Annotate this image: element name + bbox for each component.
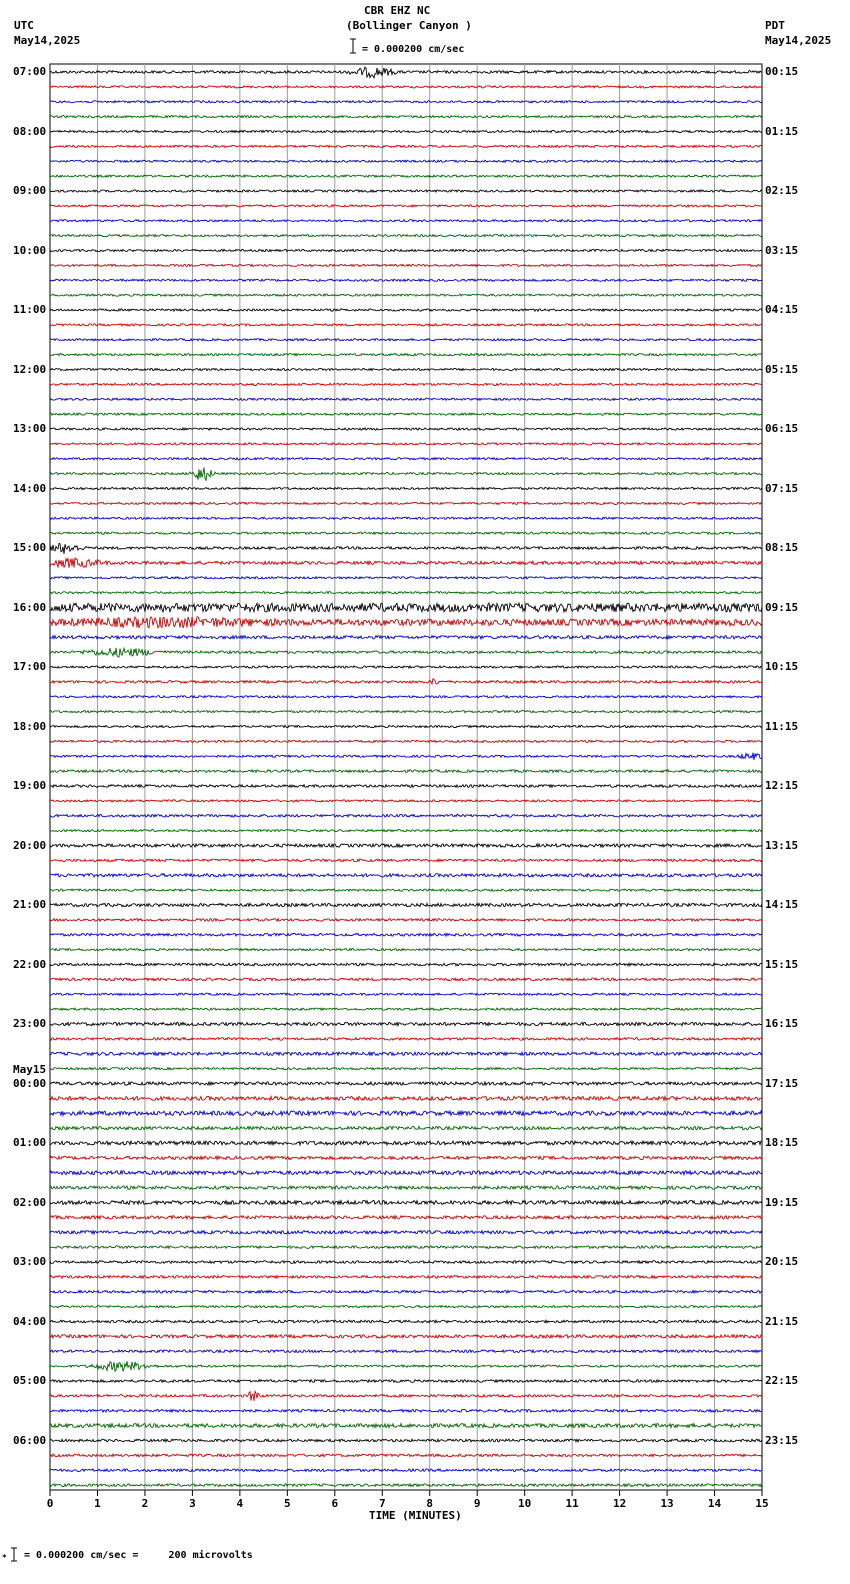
pdt-hour-label: 17:15 xyxy=(765,1076,799,1090)
seismic-trace xyxy=(50,558,762,568)
pdt-hour-label: 19:15 xyxy=(765,1195,799,1209)
pdt-hour-label: 08:15 xyxy=(765,541,799,554)
seismic-trace xyxy=(50,116,762,118)
seismic-trace xyxy=(50,324,762,326)
x-tick-label-4: 4 xyxy=(236,1497,244,1510)
x-tick-label-15: 15 xyxy=(755,1497,769,1510)
utc-hour-label: 15:00 xyxy=(13,541,47,554)
utc-hour-label: 11:00 xyxy=(13,303,47,316)
seismic-trace xyxy=(50,919,762,922)
left-timezone: UTC xyxy=(14,19,34,32)
seismic-trace xyxy=(50,993,762,995)
seismic-trace xyxy=(50,354,762,356)
footer-marker: * xyxy=(2,1553,7,1562)
utc-hour-label: 17:00 xyxy=(13,660,47,673)
pdt-hour-label: 15:15 xyxy=(765,957,799,971)
seismic-trace xyxy=(50,413,762,415)
pdt-hour-label: 06:15 xyxy=(765,422,799,435)
x-tick-label-5: 5 xyxy=(284,1497,291,1510)
seismic-trace xyxy=(50,592,762,594)
seismic-trace xyxy=(50,889,762,891)
pdt-hour-label: 22:15 xyxy=(765,1374,799,1387)
left-date: May14,2025 xyxy=(14,34,81,47)
seismic-trace xyxy=(50,1439,762,1442)
seismic-trace xyxy=(50,1276,762,1279)
seismic-trace xyxy=(50,859,762,862)
seismic-trace xyxy=(50,1350,762,1353)
seismic-trace xyxy=(50,679,762,684)
pdt-hour-label: 16:15 xyxy=(765,1017,799,1030)
seismic-trace xyxy=(50,1111,762,1115)
seismic-trace xyxy=(50,1156,762,1159)
seismic-trace xyxy=(50,978,762,981)
x-tick-label-13: 13 xyxy=(660,1497,674,1510)
pdt-hour-label: 03:15 xyxy=(765,243,799,257)
seismic-trace xyxy=(50,458,762,460)
seismic-trace xyxy=(50,800,762,802)
utc-hour-label: 03:00 xyxy=(13,1255,47,1268)
pdt-hour-label: 14:15 xyxy=(765,898,799,911)
seismic-trace xyxy=(50,903,762,906)
pdt-hour-label: 12:15 xyxy=(765,779,799,792)
utc-hour-label: 09:00 xyxy=(13,184,47,197)
seismic-trace xyxy=(50,543,762,554)
seismic-trace xyxy=(50,1380,762,1383)
seismic-trace xyxy=(50,1216,762,1219)
pdt-hour-label: 13:15 xyxy=(765,838,799,852)
seismic-trace xyxy=(50,220,762,222)
seismic-trace xyxy=(50,603,762,612)
seismic-trace xyxy=(50,963,762,966)
seismic-trace xyxy=(50,309,762,311)
seismic-trace xyxy=(50,1391,762,1401)
utc-hour-label: 16:00 xyxy=(13,600,47,614)
seismic-trace xyxy=(50,617,762,628)
utc-hour-label: 14:00 xyxy=(13,481,47,495)
x-tick-label-1: 1 xyxy=(94,1497,101,1510)
seismic-trace xyxy=(50,1201,762,1205)
seismic-trace xyxy=(50,1068,762,1070)
seismic-trace xyxy=(50,205,762,207)
seismic-trace xyxy=(50,1096,762,1100)
pdt-hour-label: 04:15 xyxy=(765,303,799,316)
seismic-trace xyxy=(50,874,762,877)
x-axis-label: TIME (MINUTES) xyxy=(369,1509,462,1522)
seismic-trace xyxy=(50,1335,762,1338)
seismic-trace xyxy=(50,279,762,281)
seismic-trace xyxy=(50,249,762,251)
utc-hour-label: 18:00 xyxy=(13,719,47,733)
seismic-trace xyxy=(50,577,762,579)
utc-hour-label: 21:00 xyxy=(13,898,47,911)
seismic-trace xyxy=(50,1484,762,1487)
seismic-trace xyxy=(50,368,762,370)
utc-hour-label: 04:00 xyxy=(13,1314,47,1328)
pdt-hour-label: 18:15 xyxy=(765,1136,799,1149)
seismic-trace xyxy=(50,339,762,341)
seismic-trace xyxy=(50,264,762,266)
pdt-hour-label: 21:15 xyxy=(765,1314,799,1328)
seismic-trace xyxy=(50,648,762,657)
seismic-trace xyxy=(50,398,762,400)
seismic-trace xyxy=(50,1171,762,1175)
utc-hour-label: 20:00 xyxy=(13,838,47,852)
scale-label: = 0.000200 cm/sec xyxy=(362,44,465,55)
seismic-traces xyxy=(50,67,762,1486)
seismic-trace xyxy=(50,949,762,951)
seismic-trace xyxy=(50,933,762,936)
seismic-trace xyxy=(50,1290,762,1293)
seismic-trace xyxy=(50,666,762,668)
x-tick-label-0: 0 xyxy=(46,1497,54,1510)
day-change-label: May15 xyxy=(13,1062,47,1076)
seismic-trace xyxy=(50,753,762,760)
seismic-trace xyxy=(50,1186,762,1189)
seismic-trace xyxy=(50,130,762,132)
utc-hour-label: 22:00 xyxy=(13,957,47,971)
utc-hour-label: 07:00 xyxy=(13,65,47,78)
seismic-trace xyxy=(50,711,762,713)
x-tick-label-2: 2 xyxy=(141,1497,149,1510)
seismic-trace xyxy=(50,532,762,534)
seismic-trace xyxy=(50,1261,762,1264)
seismic-trace xyxy=(50,190,762,192)
seismic-trace xyxy=(50,770,762,773)
seismic-trace xyxy=(50,67,762,78)
seismic-trace xyxy=(50,467,762,480)
utc-hour-label: 02:00 xyxy=(13,1195,47,1209)
footer-scale-bar-icon xyxy=(11,1548,17,1561)
seismic-trace xyxy=(50,487,762,489)
seismic-trace xyxy=(50,1469,762,1472)
seismic-trace xyxy=(50,145,762,147)
x-axis-ticks xyxy=(47,1490,769,1510)
x-tick-label-8: 8 xyxy=(426,1497,434,1510)
seismic-trace xyxy=(50,1052,762,1055)
x-tick-label-6: 6 xyxy=(331,1497,339,1510)
utc-hour-label: 01:00 xyxy=(13,1136,47,1149)
x-tick-label-12: 12 xyxy=(612,1497,627,1510)
seismic-trace xyxy=(50,725,762,727)
utc-hour-label: 08:00 xyxy=(13,124,47,138)
seismic-trace xyxy=(50,383,762,385)
seismic-trace xyxy=(50,1127,762,1130)
x-tick-label-14: 14 xyxy=(707,1497,722,1510)
x-tick-label-7: 7 xyxy=(378,1497,386,1510)
footer-scale-label: = 0.000200 cm/sec = 200 microvolts xyxy=(24,1550,253,1561)
seismic-trace xyxy=(50,517,762,519)
seismic-trace xyxy=(50,428,762,430)
seismic-trace xyxy=(50,814,762,817)
seismic-trace xyxy=(50,1022,762,1025)
seismic-trace xyxy=(50,1082,762,1085)
seismic-trace xyxy=(50,1008,762,1010)
utc-hour-label: 23:00 xyxy=(13,1017,47,1030)
right-date: May14,2025 xyxy=(765,34,832,47)
pdt-hour-label: 01:15 xyxy=(765,124,799,138)
pdt-hour-label: 09:15 xyxy=(765,600,799,614)
seismic-trace xyxy=(50,696,762,698)
seismic-trace xyxy=(50,235,762,237)
utc-hour-label: 10:00 xyxy=(13,243,47,257)
scale-bar-icon xyxy=(350,39,356,53)
seismic-trace xyxy=(50,1320,762,1323)
pdt-hour-label: 23:15 xyxy=(765,1433,799,1447)
pdt-hour-label: 05:15 xyxy=(765,362,799,376)
utc-hour-label: 06:00 xyxy=(13,1433,47,1447)
utc-hour-label: 00:00 xyxy=(13,1076,47,1090)
seismic-trace xyxy=(50,175,762,177)
utc-hour-label: 19:00 xyxy=(13,779,47,792)
seismic-trace xyxy=(50,443,762,445)
x-tick-label-10: 10 xyxy=(518,1497,532,1510)
seismic-trace xyxy=(50,1246,762,1249)
seismic-trace xyxy=(50,1361,762,1371)
seismic-trace xyxy=(50,844,762,847)
seismic-trace xyxy=(50,294,762,296)
seismic-trace xyxy=(50,101,762,103)
utc-hour-label: 05:00 xyxy=(13,1374,47,1387)
utc-hour-label: 13:00 xyxy=(13,422,47,435)
seismic-trace xyxy=(50,636,762,639)
right-timezone: PDT xyxy=(765,19,785,32)
seismic-trace xyxy=(50,1424,762,1428)
seismic-trace xyxy=(50,1454,762,1457)
pdt-hour-label: 11:15 xyxy=(765,719,799,733)
seismic-trace xyxy=(50,1409,762,1412)
seismic-trace xyxy=(50,740,762,742)
seismic-trace xyxy=(50,1306,762,1308)
site-name: (Bollinger Canyon ) xyxy=(346,19,472,32)
x-tick-label-3: 3 xyxy=(189,1497,196,1510)
pdt-hour-label: 07:15 xyxy=(765,481,799,495)
pdt-hour-label: 10:15 xyxy=(765,660,799,673)
seismic-trace xyxy=(50,785,762,788)
x-tick-label-9: 9 xyxy=(473,1497,481,1510)
seismic-trace xyxy=(50,1038,762,1041)
seismic-trace xyxy=(50,502,762,504)
x-tick-label-11: 11 xyxy=(565,1497,579,1510)
station-title: CBR EHZ NC xyxy=(364,4,431,17)
seismic-trace xyxy=(50,830,762,832)
seismic-trace xyxy=(50,160,762,162)
seismic-trace xyxy=(50,86,762,88)
pdt-hour-label: 20:15 xyxy=(765,1255,799,1268)
utc-hour-label: 12:00 xyxy=(13,362,47,376)
seismic-trace xyxy=(50,1141,762,1145)
pdt-hour-label: 00:15 xyxy=(765,65,799,78)
seismic-trace xyxy=(50,1231,762,1234)
pdt-hour-label: 02:15 xyxy=(765,184,799,197)
